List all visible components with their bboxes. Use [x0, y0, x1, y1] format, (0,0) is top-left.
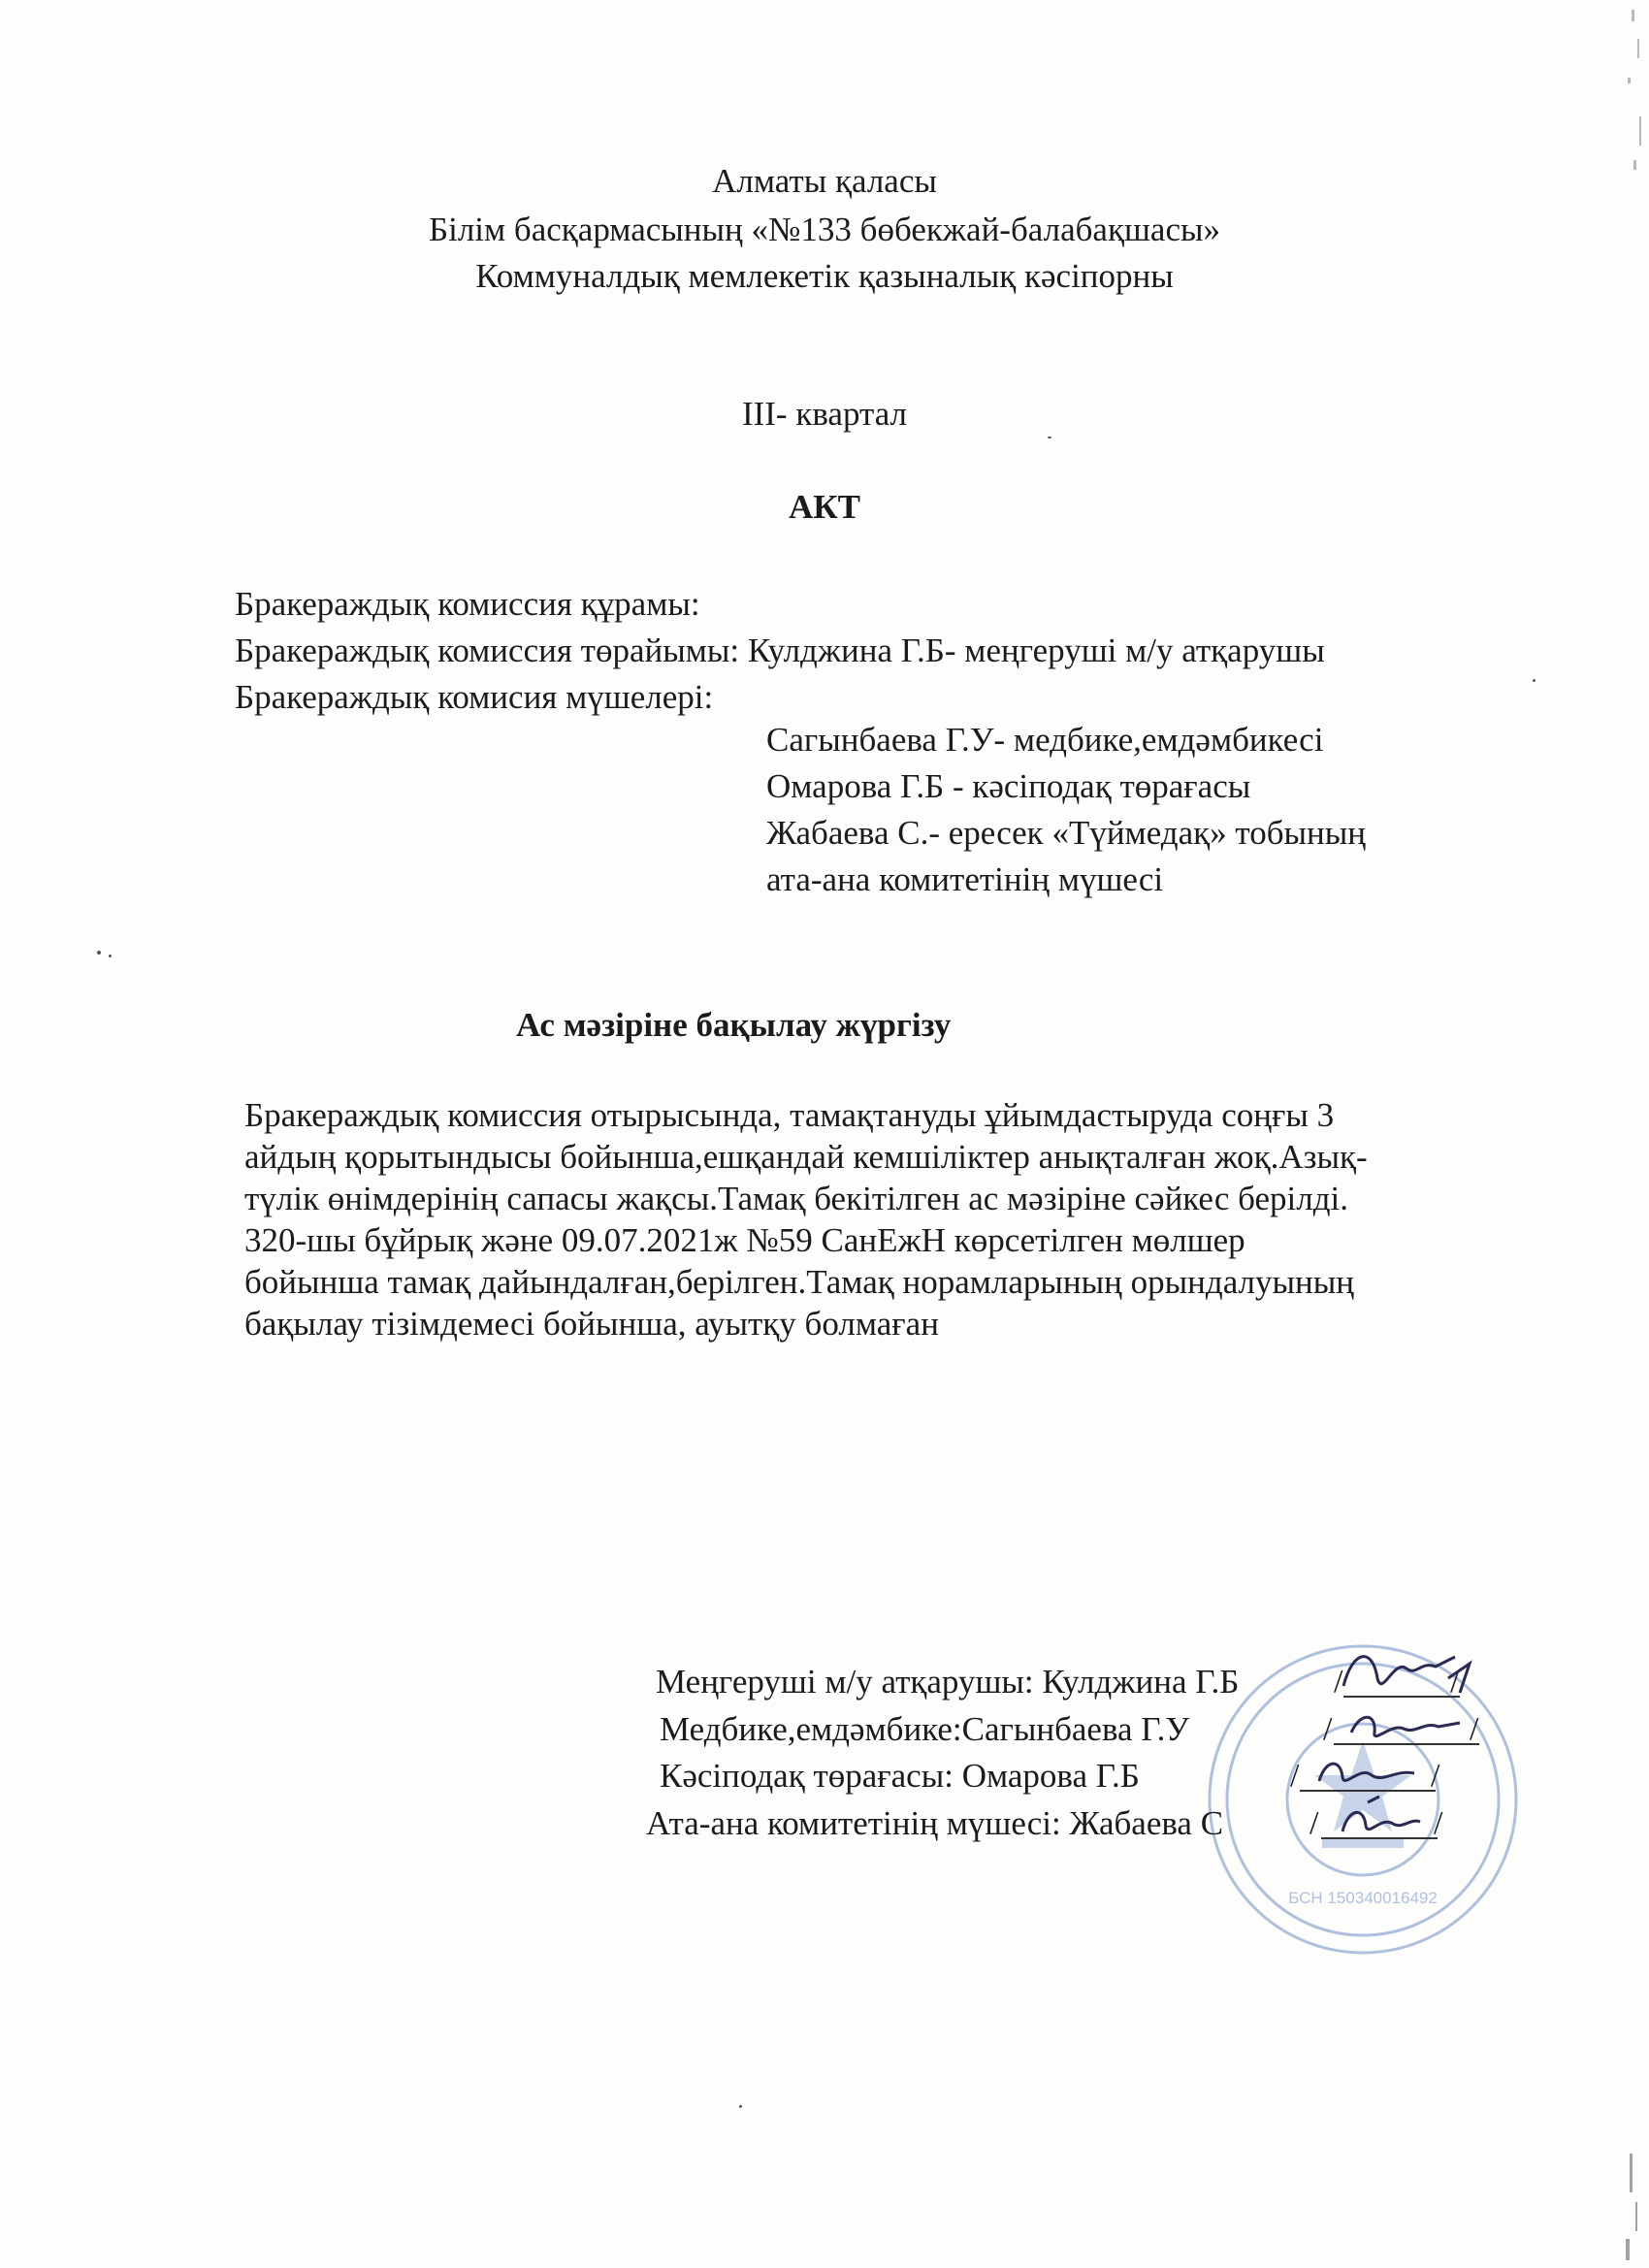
- header-city: Алматы қаласы: [712, 162, 937, 200]
- scan-speck: [739, 2105, 742, 2108]
- handwritten-signature: [1334, 1639, 1479, 1707]
- scan-speck: [1533, 679, 1536, 682]
- commission-member: Сагынбаева Г.У- медбике,емдәмбикесі: [766, 721, 1324, 759]
- body-line: бойынша тамақ дайындалған,берілген.Тамақ норамларының орындалуының: [244, 1263, 1355, 1301]
- body-paragraph: [244, 1094, 1525, 1345]
- signature-label-parent: Ата-ана комитетінің мүшесі: Жабаева С: [646, 1804, 1224, 1842]
- signature-slot-close: /: [1470, 1711, 1479, 1747]
- body-line: айдың қорытындысы бойынша,ешқандай кемшіліктер анықталған жоқ.Азық-: [244, 1138, 1368, 1176]
- commission-member: ата-ана комитетінің мүшесі: [766, 860, 1164, 898]
- scan-speck: [109, 955, 112, 957]
- section-title: Ас мәзіріне бақылау жүргізу: [516, 1006, 952, 1044]
- scan-edge-noise: [1610, 0, 1649, 194]
- doc-title: АКТ: [789, 488, 860, 526]
- handwritten-signature: [1343, 1700, 1470, 1750]
- commission-chair: Бракераждық комиссия төрайымы: Кулджина Г.Б- меңгеруші м/у атқарушы: [235, 632, 1325, 669]
- commission-members-label: Бракераждық комисия мүшелері:: [235, 678, 714, 716]
- commission-member: Омарова Г.Б - кәсіподақ төрағасы: [766, 767, 1251, 805]
- body-line: бақылау тізімдемесі бойынша, ауытқу болмаған: [244, 1305, 939, 1343]
- signature-slot-open: /: [1310, 1805, 1319, 1841]
- scan-speck: [1048, 437, 1051, 438]
- header-org: Білім басқармасының «№133 бөбекжай-балабақшасы»: [429, 211, 1220, 248]
- signature-label-nurse: Медбике,емдәмбике:Сагынбаева Г.У: [660, 1710, 1190, 1748]
- body-line: түлік өнімдерінің сапасы жақсы.Тамақ бекітілген ас мәзіріне сәйкес берілді.: [244, 1180, 1348, 1217]
- body-line: 320-шы бұйрық және 09.07.2021ж №59 СанЕжН көрсетілген мөлшер: [244, 1221, 1245, 1259]
- signature-label-union: Кәсіподақ төрағасы: Омарова Г.Б: [660, 1757, 1140, 1795]
- scan-speck: [97, 951, 101, 955]
- signature-slot-open: /: [1323, 1711, 1333, 1747]
- stamp-bin-text: БСН 150340016492: [1288, 1889, 1438, 1907]
- signature-slot-close: /: [1434, 1805, 1443, 1841]
- header-org-type: Коммуналдық мемлекетік қазыналық кәсіпорны: [475, 257, 1174, 295]
- handwritten-signature: [1310, 1746, 1426, 1797]
- signature-label-head: Меңгеруші м/у атқарушы: Кулджина Г.Б: [656, 1663, 1240, 1701]
- commission-member: Жабаева С.- ересек «Түймедақ» тобының: [766, 814, 1367, 852]
- signature-slot-close: /: [1431, 1758, 1440, 1794]
- body-line: Бракераждық комиссия отырысында, тамақтануды ұйымдастыруда соңғы 3: [244, 1096, 1335, 1134]
- signature-slot-open: /: [1290, 1758, 1300, 1794]
- quarter-label: ІІІ- квартал: [741, 395, 908, 433]
- scan-edge-noise: [1610, 2134, 1649, 2268]
- handwritten-signature: [1329, 1793, 1426, 1847]
- commission-composition-label: Бракераждық комиссия құрамы:: [235, 585, 700, 623]
- signature-slot-close: /: [1450, 1664, 1460, 1700]
- signature-slot-open: /: [1334, 1664, 1343, 1700]
